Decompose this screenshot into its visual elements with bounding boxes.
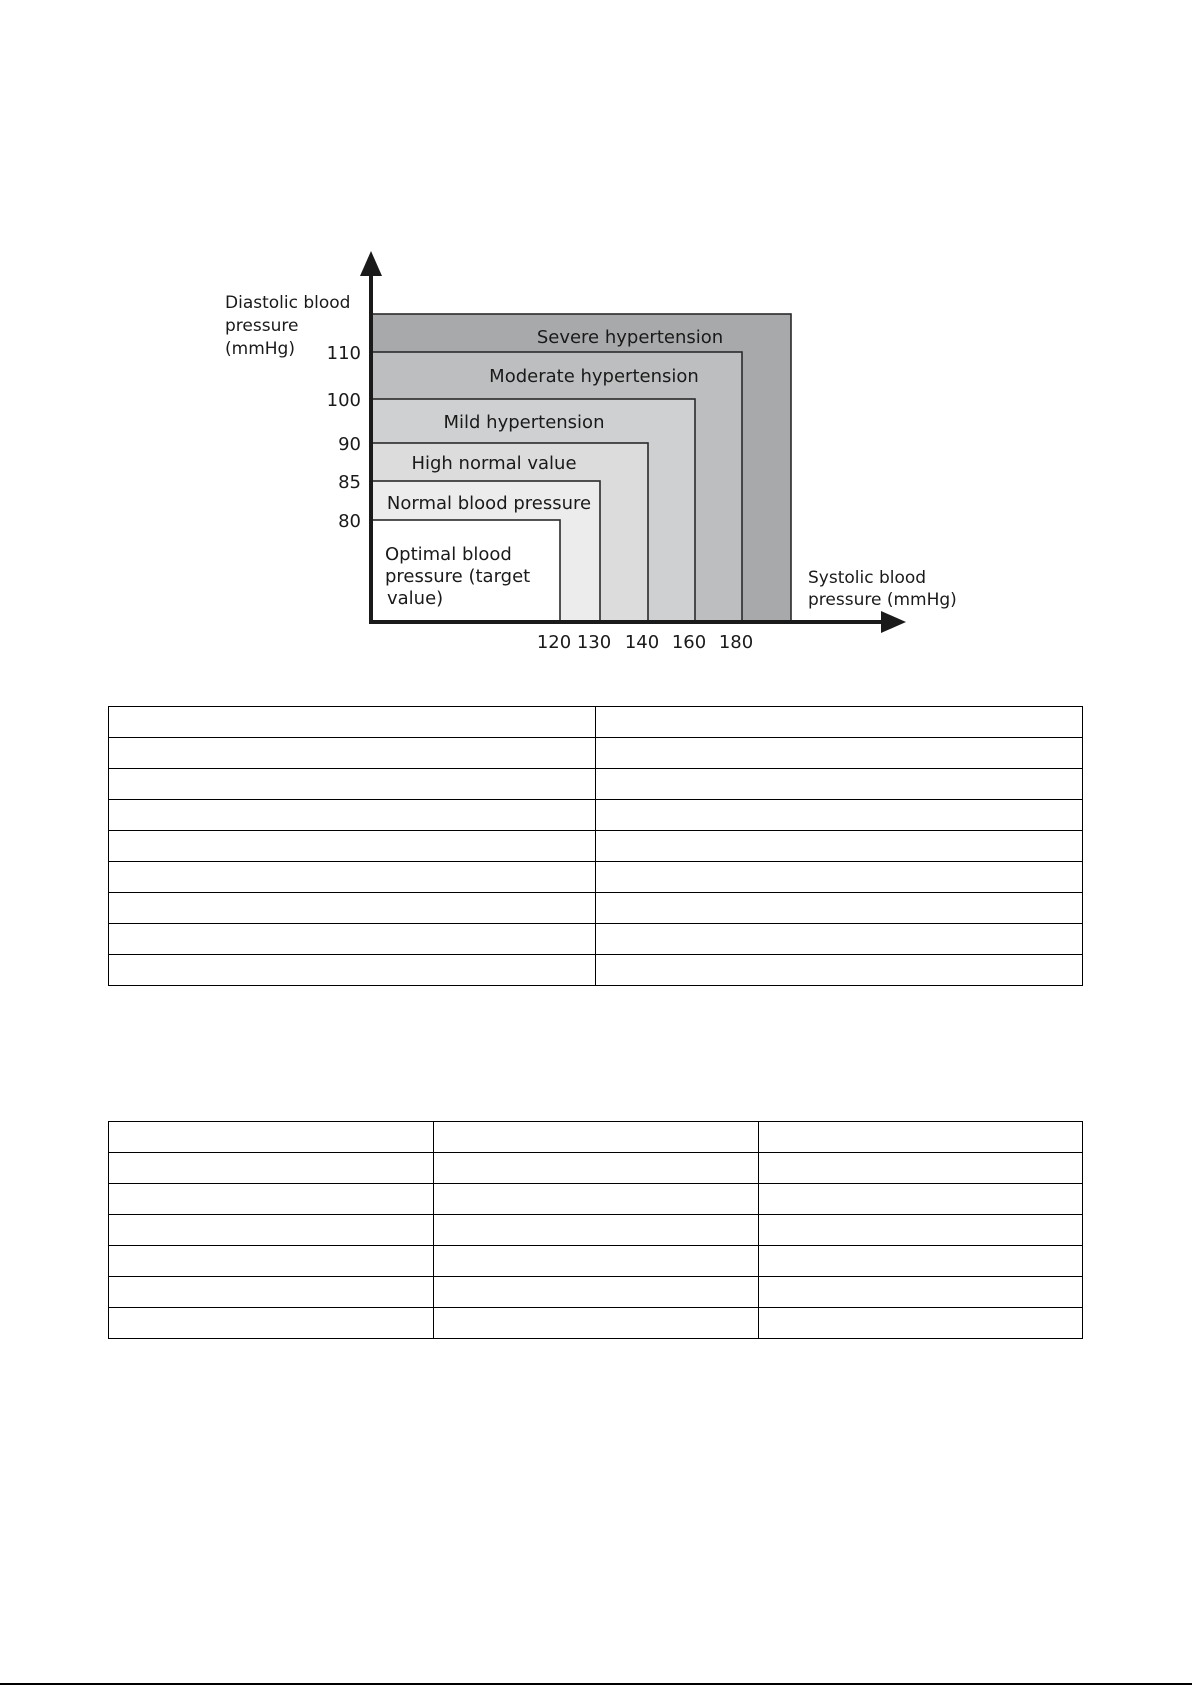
table-cell (596, 893, 1083, 924)
table-cell (109, 955, 596, 986)
x-tick-label: 140 (624, 632, 660, 653)
y-tick-label: 110 (326, 343, 361, 364)
table-cell (109, 769, 596, 800)
table-cell (434, 1246, 758, 1277)
y-tick-label: 100 (326, 390, 361, 411)
blood-pressure-classification-chart (0, 0, 1192, 680)
table-row (109, 1277, 1083, 1308)
table-cell (109, 1308, 434, 1339)
table-row (109, 893, 1083, 924)
table-cell (758, 1308, 1082, 1339)
x-tick-label: 180 (718, 632, 754, 653)
table-cell (758, 1122, 1082, 1153)
zone-label-severe-hypertension: Severe hypertension (536, 327, 724, 348)
table-cell (109, 924, 596, 955)
table-row (109, 831, 1083, 862)
table-row (109, 1153, 1083, 1184)
zone-label-mild-hypertension: Mild hypertension (443, 412, 605, 433)
table-row (109, 862, 1083, 893)
y-axis-title: Diastolic blood pressure (mmHg) (225, 293, 351, 359)
x-axis-arrow (881, 611, 906, 633)
table-cell (109, 707, 596, 738)
chart-canvas (0, 0, 1192, 680)
y-tick-label: 80 (338, 511, 361, 532)
table-row (109, 738, 1083, 769)
table-row (109, 1246, 1083, 1277)
table-cell (109, 862, 596, 893)
table-cell (434, 1184, 758, 1215)
x-axis-title: Systolic blood pressure (mmHg) (808, 568, 957, 610)
y-tick-label: 85 (338, 472, 361, 493)
table-cell (109, 800, 596, 831)
table-cell (596, 862, 1083, 893)
x-tick-label: 120 (536, 632, 572, 653)
zone-label-high-normal-value: High normal value (411, 453, 577, 474)
x-tick-label: 160 (671, 632, 707, 653)
table-cell (434, 1153, 758, 1184)
table-cell (434, 1308, 758, 1339)
table-cell (434, 1215, 758, 1246)
table-row (109, 955, 1083, 986)
table-row (109, 1184, 1083, 1215)
table-cell (109, 1153, 434, 1184)
table-cell (758, 1215, 1082, 1246)
table-cell (109, 1215, 434, 1246)
table-cell (109, 1277, 434, 1308)
zone-label-normal-blood-pressure: Normal blood pressure (386, 493, 592, 514)
table-cell (109, 1122, 434, 1153)
table-row (109, 1122, 1083, 1153)
table-cell (758, 1277, 1082, 1308)
table-cell (758, 1246, 1082, 1277)
table-row (109, 800, 1083, 831)
table-row (109, 707, 1083, 738)
table-row (109, 924, 1083, 955)
table-cell (434, 1277, 758, 1308)
table-cell (109, 893, 596, 924)
table-cell (596, 831, 1083, 862)
table-cell (596, 738, 1083, 769)
x-tick-label: 130 (576, 632, 612, 653)
table-cell (596, 769, 1083, 800)
table-cell (596, 800, 1083, 831)
zone-label-optimal-blood-pressure-target-value: Optimal blood pressure (target value) (385, 544, 531, 609)
table-cell (596, 707, 1083, 738)
table-cell (758, 1153, 1082, 1184)
table-row (109, 1308, 1083, 1339)
zone-label-moderate-hypertension: Moderate hypertension (489, 366, 699, 387)
table-cell (109, 1184, 434, 1215)
table-cell (434, 1122, 758, 1153)
y-axis-arrow (360, 251, 382, 276)
table-cell (109, 831, 596, 862)
y-tick-label: 90 (338, 434, 361, 455)
table-cell (596, 924, 1083, 955)
table-cell (758, 1184, 1082, 1215)
table-cell (109, 738, 596, 769)
table-row (109, 1215, 1083, 1246)
table-cell (596, 955, 1083, 986)
empty-table-2 (108, 1121, 1083, 1339)
table-cell (109, 1246, 434, 1277)
empty-table-1 (108, 706, 1083, 986)
table-row (109, 769, 1083, 800)
